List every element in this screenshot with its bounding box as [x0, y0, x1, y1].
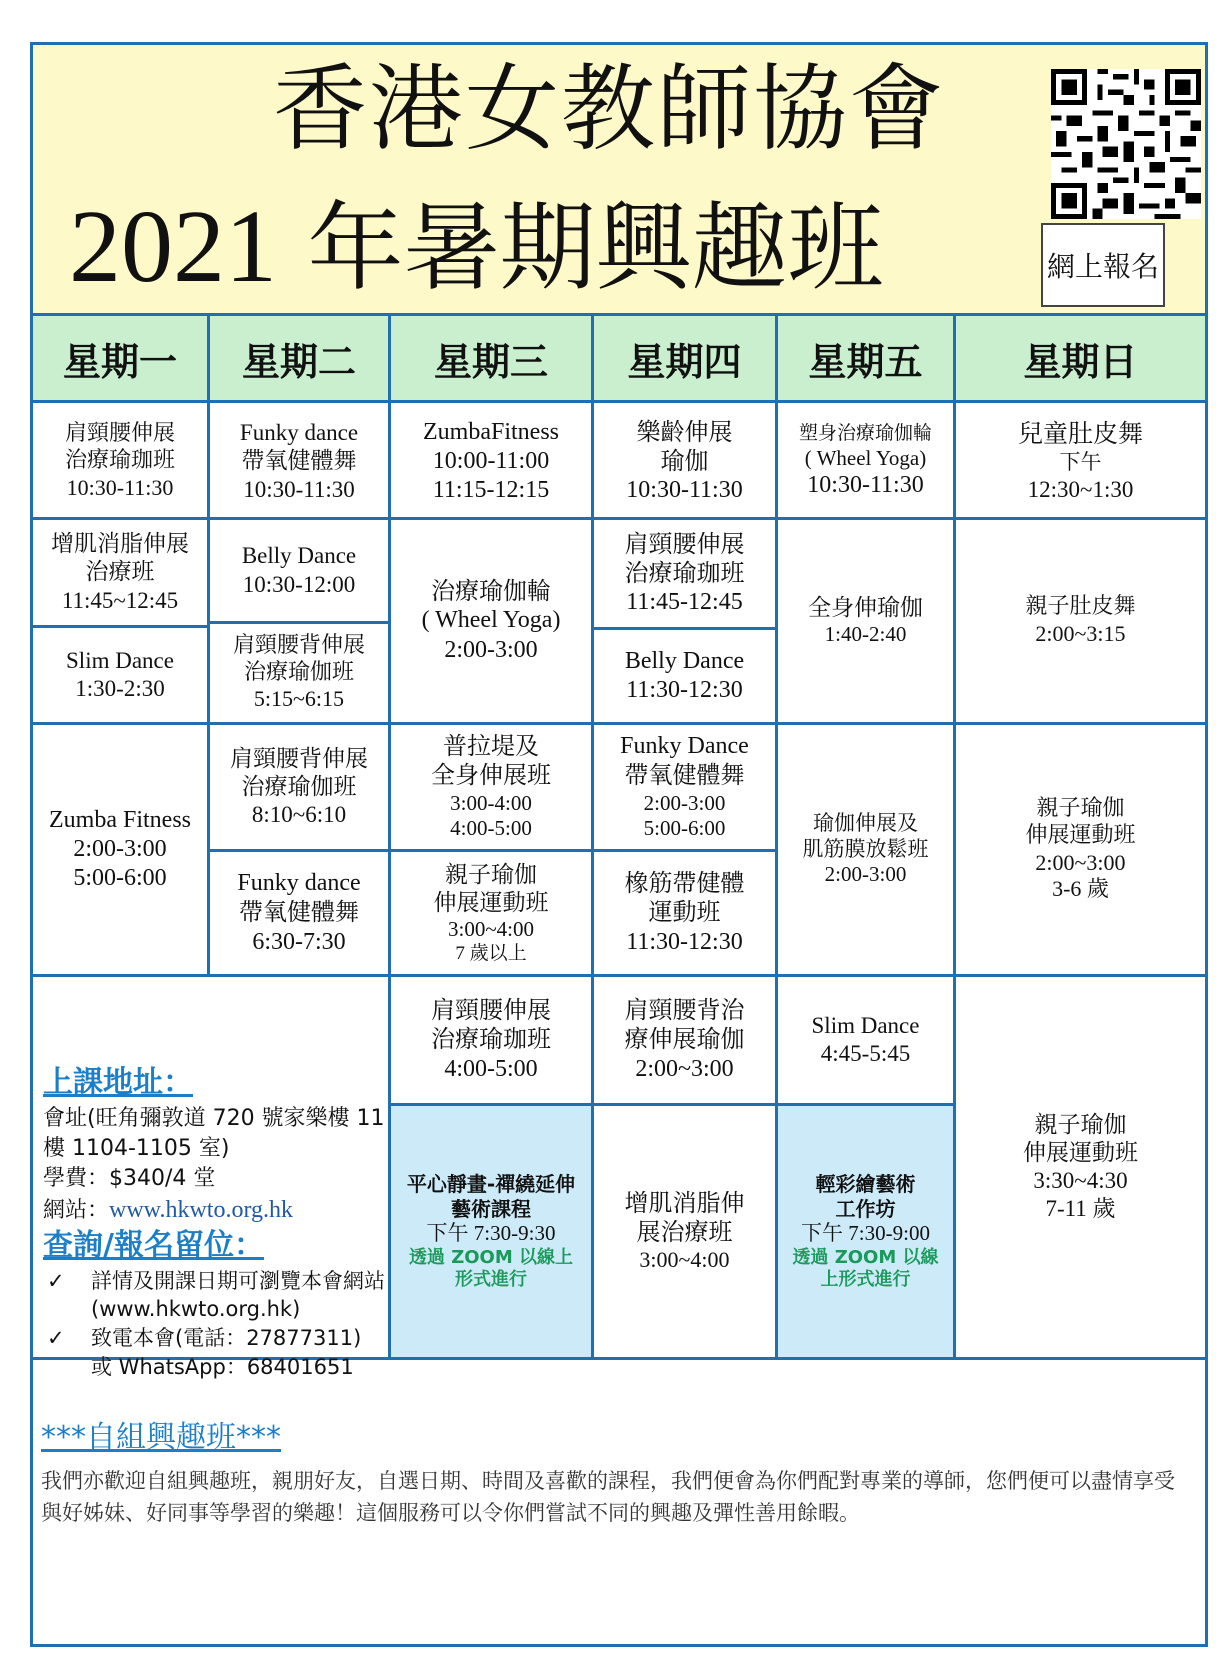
class-time: 2:00-3:00: [73, 835, 167, 862]
class-time: 12:30~1:30: [1027, 476, 1134, 502]
class-name: Funky dance: [239, 420, 359, 446]
class-cell[interactable]: [391, 520, 591, 722]
day-wednesday: 星期三: [433, 339, 548, 384]
class-time: 10:30-12:00: [242, 571, 356, 597]
class-name: 肩頸腰伸展: [431, 996, 551, 1025]
class-name: Belly Dance: [624, 647, 745, 674]
class-name: 塑身治療瑜伽輪: [798, 422, 932, 445]
class-time: 2:00-3:00: [643, 790, 726, 815]
class-name: Slim Dance: [66, 647, 174, 673]
class-cell[interactable]: [778, 520, 953, 722]
class-name: 親子瑜伽: [1034, 1111, 1127, 1138]
class-cell[interactable]: [594, 406, 775, 517]
class-cell[interactable]: [391, 977, 591, 1103]
class-name: 展治療班: [636, 1218, 733, 1247]
class-cell[interactable]: [33, 520, 207, 625]
day-sunday: 星期日: [1023, 339, 1138, 384]
class-name: 增肌消脂伸: [624, 1188, 745, 1217]
class-time: 1:30-2:30: [75, 676, 165, 701]
class-time: 2:00~3:15: [1035, 621, 1126, 646]
class-name: 兒童肚皮舞: [1017, 419, 1143, 449]
class-cell[interactable]: [594, 1106, 775, 1357]
class-time: 10:30-11:30: [807, 472, 924, 499]
class-time: 8:10~6:10: [251, 802, 347, 828]
zoom-note: 形式進行: [455, 1268, 527, 1290]
class-name: 輕彩繪藝術: [815, 1172, 916, 1197]
class-name: 工作坊: [835, 1196, 896, 1221]
class-name: 瑜伽伸展及: [813, 811, 918, 836]
class-name: 橡筋帶健體: [624, 869, 745, 898]
class-time: 4:00-5:00: [444, 1055, 538, 1082]
class-name: 樂齡伸展: [636, 417, 733, 446]
class-name: Slim Dance: [811, 1012, 920, 1038]
website-line: [43, 1194, 391, 1227]
class-time: 5:15~6:15: [253, 686, 345, 712]
enquiry-heading: 查詢/報名留位：: [43, 1228, 264, 1264]
list-item: [43, 1353, 391, 1382]
zoom-note: 上形式進行: [820, 1268, 911, 1290]
class-time: 2:00-3:00: [824, 862, 907, 887]
course-title: [69, 189, 884, 304]
class-time: 11:45~12:45: [61, 587, 179, 613]
class-age: 3-6 歲: [1052, 876, 1109, 902]
class-name: 治療瑜伽輪: [431, 577, 551, 606]
class-name: 運動班: [648, 898, 721, 927]
class-time: 3:30~4:30: [1033, 1168, 1128, 1193]
class-name: 治療班: [85, 559, 155, 586]
course-title-text: 年暑期興趣班: [277, 192, 884, 304]
class-cell[interactable]: [778, 725, 953, 974]
class-name: 療伸展瑜伽: [624, 1025, 745, 1054]
class-name: 伸展運動班: [1025, 822, 1136, 848]
class-cell[interactable]: [956, 520, 1205, 722]
class-cell[interactable]: [594, 977, 775, 1103]
zoom-class-cell[interactable]: [778, 1106, 953, 1357]
class-time: 10:00-11:00: [432, 447, 550, 474]
class-time: 3:00-4:00: [450, 790, 532, 815]
class-name: 肩頸腰伸展: [624, 529, 745, 558]
class-time: 3:00~4:00: [639, 1247, 730, 1273]
class-cell[interactable]: [391, 725, 591, 849]
class-name: 肌筋膜放鬆班: [802, 836, 929, 861]
class-name: Funky Dance: [620, 733, 749, 760]
day-monday: 星期一: [62, 339, 177, 384]
class-cell[interactable]: [33, 628, 207, 722]
class-cell[interactable]: [594, 852, 775, 974]
class-name: 治療瑜伽班: [241, 773, 357, 800]
class-name: 親子肚皮舞: [1025, 594, 1136, 620]
class-time: 下午 7:30-9:00: [801, 1221, 930, 1246]
class-name: 瑜伽: [660, 446, 709, 475]
class-name: 肩頸腰伸展: [64, 421, 175, 447]
day-tuesday: 星期二: [241, 339, 356, 384]
class-cell[interactable]: [210, 520, 388, 621]
poster-frame: [30, 42, 1208, 1647]
class-note: 下午: [1059, 449, 1102, 474]
class-name: 普拉堤及: [443, 732, 539, 761]
class-time: 1:40-2:40: [824, 622, 907, 647]
class-time: 6:30-7:30: [252, 928, 346, 955]
poster-header: [33, 45, 1205, 313]
class-time: 2:00-3:00: [444, 636, 538, 663]
check-icon: ✓: [47, 1326, 65, 1351]
class-cell[interactable]: [594, 520, 775, 627]
class-time: 10:30-11:30: [66, 474, 174, 500]
day-thursday: 星期四: [627, 339, 742, 384]
class-name: 親子瑜伽: [445, 861, 537, 888]
list-item-text: 或 WhatsApp：68401651: [91, 1354, 354, 1379]
self-organized-text: 我們亦歡迎自組興趣班，親朋好友，自選日期、時間及喜歡的課程，我們便會為你們配對專業的導師，您們便可以盡情享受與好姊妹、好同事等學習的樂趣！這個服務可以令你們嘗試不同的興趣及彈性善用餘暇。: [41, 1469, 1175, 1525]
class-name: 伸展運動班: [433, 889, 549, 916]
class-time: 2:00~3:00: [635, 1055, 734, 1082]
class-time: 10:30-11:30: [243, 476, 355, 502]
info-block: [43, 1063, 391, 1381]
class-name: ( Wheel Yoga): [421, 607, 561, 634]
class-time: 11:30-12:30: [626, 677, 743, 703]
class-cell[interactable]: [956, 725, 1205, 974]
class-time: 5:00-6:00: [643, 816, 726, 841]
class-name: ( Wheel Yoga): [804, 445, 927, 470]
class-name: 平心靜畫-禪繞延伸: [406, 1172, 576, 1197]
list-item: [43, 1267, 391, 1324]
class-cell[interactable]: [210, 406, 388, 517]
class-name: 全身伸瑜伽: [808, 595, 923, 622]
address-heading: 上課地址：: [43, 1065, 193, 1100]
class-name: 全身伸展班: [431, 761, 551, 790]
class-cell[interactable]: [33, 406, 207, 517]
class-cell[interactable]: [778, 977, 953, 1103]
class-cell[interactable]: [210, 852, 388, 974]
class-time: 2:00~3:00: [1035, 849, 1126, 875]
class-time: 10:30-11:30: [626, 477, 743, 504]
class-name: Funky dance: [237, 870, 361, 897]
class-name: 伸展運動班: [1023, 1139, 1138, 1166]
class-time: 下午 7:30-9:30: [426, 1221, 556, 1246]
zoom-class-cell[interactable]: [391, 1106, 591, 1357]
class-name: 治療瑜伽班: [243, 659, 354, 685]
class-time: 4:00-5:00: [450, 816, 532, 841]
website-link[interactable]: www.hkwto.org.hk: [109, 1196, 294, 1223]
class-time: 3:00~4:00: [447, 916, 535, 941]
check-icon: ✓: [47, 1268, 65, 1293]
day-friday: 星期五: [808, 339, 923, 384]
class-name: 帶氧健體舞: [241, 448, 357, 475]
class-name: 親子瑜伽: [1036, 795, 1125, 821]
class-cell[interactable]: [594, 725, 775, 849]
class-cell[interactable]: [778, 406, 953, 517]
class-cell[interactable]: [391, 406, 591, 517]
list-item-text: 致電本會(電話：27877311): [91, 1326, 362, 1351]
class-name: Belly Dance: [241, 543, 357, 569]
class-age: 7 歲以上: [455, 943, 527, 965]
class-name: 肩頸腰背治: [624, 996, 745, 1025]
qr-code-icon[interactable]: [1051, 65, 1201, 223]
class-name: 帶氧健體舞: [239, 898, 359, 927]
class-name: 治療瑜珈班: [64, 448, 175, 474]
address-text: 會址(旺角彌敦道 720 號家樂樓 11 樓 1104-1105 室): [43, 1105, 385, 1161]
class-cell[interactable]: [210, 725, 388, 849]
class-name: ZumbaFitness: [423, 418, 559, 445]
class-name: 藝術課程: [451, 1196, 531, 1221]
class-name: 肩頸腰背伸展: [230, 745, 368, 772]
class-time: 4:45-5:45: [820, 1041, 911, 1066]
online-register-button[interactable]: 網上報名: [1041, 223, 1165, 307]
class-cell[interactable]: [594, 630, 775, 722]
association-title: 香港女教師協會: [273, 55, 946, 164]
class-name: 帶氧健體舞: [624, 761, 745, 790]
class-cell[interactable]: [33, 725, 207, 974]
class-cell[interactable]: [956, 977, 1205, 1357]
class-name: 肩頸腰背伸展: [232, 632, 365, 658]
class-name: Zumba Fitness: [49, 806, 191, 833]
fee-text: 學費：$340/4 堂: [43, 1165, 216, 1191]
class-cell[interactable]: [956, 406, 1205, 517]
class-time: 11:15-12:15: [432, 477, 550, 504]
course-year: 2021: [69, 189, 277, 304]
class-name: 治療瑜珈班: [624, 558, 745, 587]
website-label: 網站：: [43, 1197, 110, 1223]
class-time: 5:00-6:00: [73, 865, 167, 892]
class-time: 11:45-12:45: [626, 589, 743, 616]
class-time: 11:30-12:30: [626, 928, 743, 955]
self-organized-heading: ***自組興趣班***: [41, 1420, 281, 1455]
class-cell[interactable]: [210, 624, 388, 722]
class-name: 增肌消脂伸展: [51, 531, 189, 558]
class-cell[interactable]: [391, 852, 591, 974]
zoom-note: 透過 ZOOM 以線: [792, 1246, 939, 1268]
zoom-note: 透過 ZOOM 以線上: [408, 1246, 574, 1268]
class-age: 7-11 歲: [1045, 1196, 1116, 1222]
class-name: 治療瑜珈班: [431, 1025, 551, 1054]
list-item-text: 詳情及開課日期可瀏覽本會網站(www.hkwto.org.hk): [91, 1268, 385, 1322]
list-item: [43, 1324, 391, 1353]
